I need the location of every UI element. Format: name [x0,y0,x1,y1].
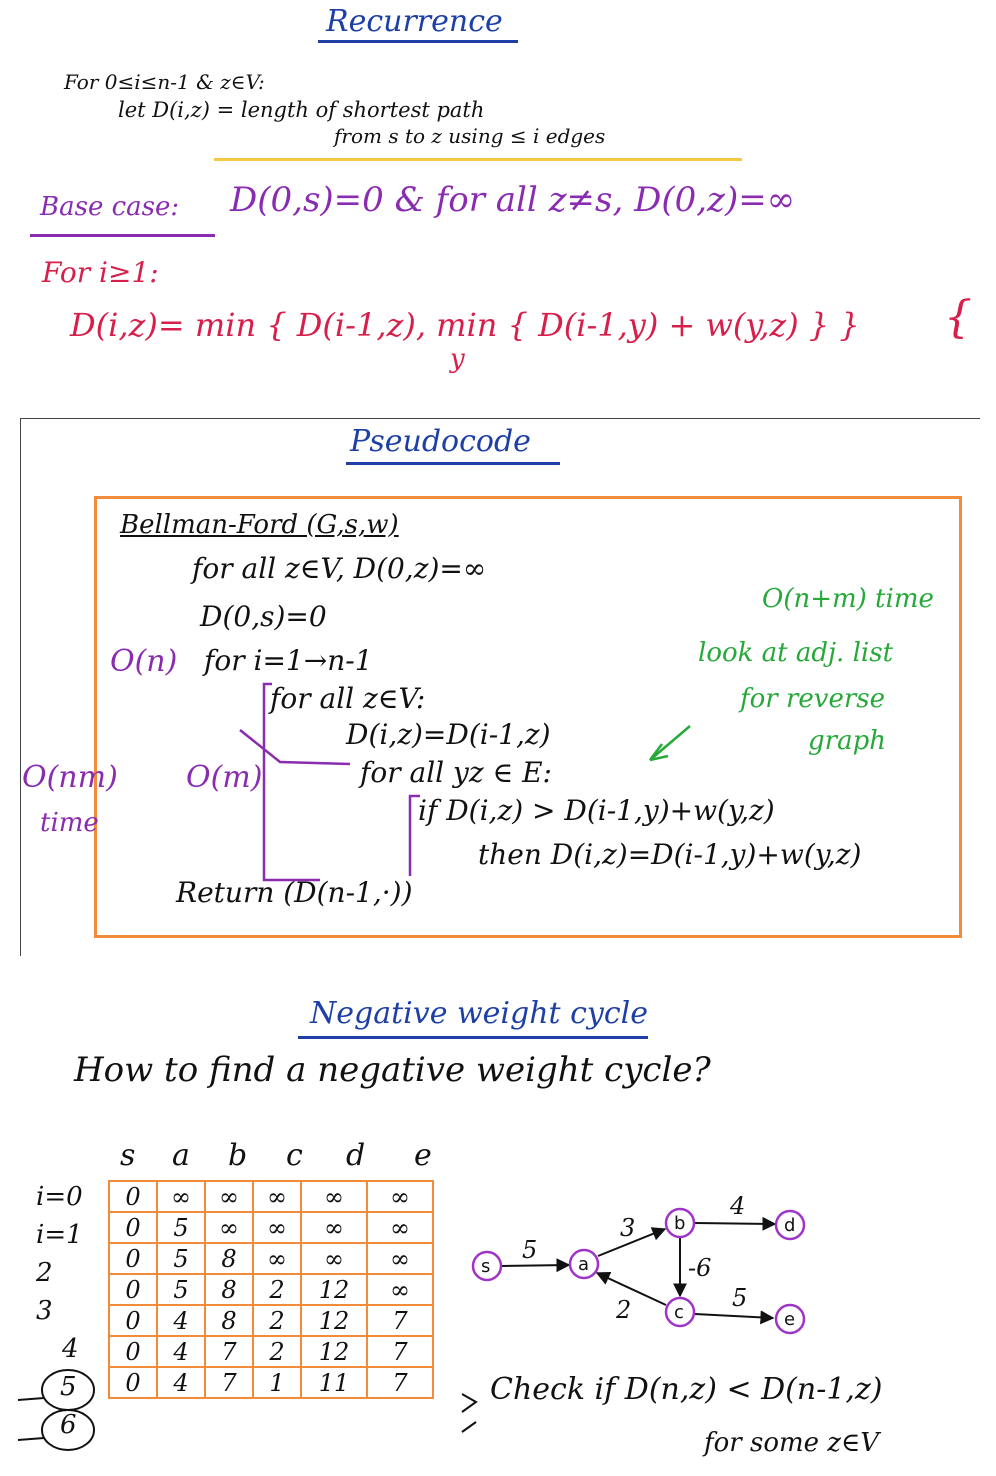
table-cell: 7 [205,1336,253,1367]
table-cell: 7 [367,1305,433,1336]
recurrence-formula-subscript: y [450,344,465,374]
table-cell: ∞ [367,1243,433,1274]
svg-text:c: c [674,1302,684,1323]
row-head-5: 5 [60,1372,77,1402]
row-head-3: 3 [36,1296,53,1326]
table-cell: 2 [253,1274,301,1305]
graph-node-b [666,1209,694,1237]
recurrence-line2: let D(i,z) = length of shortest path [118,98,485,122]
table-cell: 0 [109,1181,157,1212]
svg-text:e: e [784,1309,796,1330]
svg-text:a: a [578,1254,590,1275]
table-cell: 0 [109,1336,157,1367]
pseudocode-line-5: for all z∈V: [270,682,426,715]
time-annotation: time [40,808,99,838]
edge-weight-c-e: 5 [732,1284,748,1312]
table-cell: 7 [367,1336,433,1367]
row-head-0: i=0 [36,1182,83,1212]
col-head-d: d [346,1138,366,1173]
table-cell: 4 [157,1367,205,1398]
graph-node-c [666,1298,694,1326]
table-cell: ∞ [205,1181,253,1212]
col-head-a: a [172,1138,190,1173]
onm-annotation: O(nm) [22,760,118,795]
col-head-s: s [120,1138,136,1173]
pseudocode-line-3: D(0,s)=0 [200,600,327,633]
green-note-3: for reverse [740,684,886,714]
recurrence-line3: from s to z using ≤ i edges [334,124,606,148]
pseudocode-line-2: for all z∈V, D(0,z)=∞ [192,552,487,585]
green-note-2: look at adj. list [698,638,894,668]
edge-weight-s-a: 5 [522,1236,538,1264]
table-cell: ∞ [253,1243,301,1274]
green-note-1: O(n+m) time [762,584,934,614]
table-cell: 11 [301,1367,367,1398]
for-i-label: For i≥1: [42,256,159,289]
row-head-6: 6 [60,1410,77,1440]
table-cell: ∞ [205,1212,253,1243]
col-head-c: c [286,1138,303,1173]
row-head-4: 4 [62,1334,79,1364]
pseudocode-line-4: for i=1→n-1 [204,644,373,677]
pseudocode-line-7: for all yz ∈ E: [360,756,552,789]
table-cell: 0 [109,1274,157,1305]
table-cell: ∞ [367,1274,433,1305]
green-note-4: graph [808,726,886,756]
graph-node-d [776,1211,804,1239]
table-cell: 7 [205,1367,253,1398]
row-head-2: 2 [36,1258,53,1288]
base-case-label: Base case: [40,192,180,222]
table-cell: ∞ [367,1212,433,1243]
table-cell: ∞ [367,1181,433,1212]
graph-node-s [473,1252,501,1280]
om-annotation: O(m) [186,760,263,795]
row-head-1: i=1 [36,1220,83,1250]
table-cell: 2 [253,1305,301,1336]
pseudocode-title: Pseudocode [350,424,531,459]
table-cell: 7 [367,1367,433,1398]
edge-c-e [695,1314,773,1318]
negative-question: How to find a negative weight cycle? [74,1050,711,1090]
table-cell: 5 [157,1243,205,1274]
table-cell: ∞ [157,1181,205,1212]
recurrence-title: Recurrence [326,4,503,39]
on-annotation: O(n) [110,644,178,679]
edge-weight-a-b: 3 [620,1214,636,1242]
table-cell: 0 [109,1243,157,1274]
table-cell: 1 [253,1367,301,1398]
table-cell: 5 [157,1274,205,1305]
table-cell: 0 [109,1212,157,1243]
table-cell: ∞ [301,1243,367,1274]
edge-weight-b-c: -6 [688,1254,712,1282]
col-head-b: b [228,1138,248,1173]
table-cell: ∞ [253,1181,301,1212]
table-cell: 0 [109,1305,157,1336]
check-text: Check if D(n,z) < D(n-1,z) [490,1372,883,1407]
recurrence-line1: For 0≤i≤n-1 & z∈V: [64,70,265,94]
edge-weight-c-a: 2 [616,1296,632,1324]
pseudocode-line-9: then D(i,z)=D(i-1,y)+w(y,z) [478,838,862,871]
table-cell: ∞ [301,1181,367,1212]
edge-c-a [597,1273,666,1305]
table-cell: ∞ [301,1212,367,1243]
stray-brace: { [944,292,972,343]
table-cell: 12 [301,1274,367,1305]
svg-text:d: d [784,1215,796,1236]
table-cell: 5 [157,1212,205,1243]
pseudocode-line-8: if D(i,z) > D(i-1,y)+w(y,z) [418,794,775,827]
edge-weight-b-d: 4 [730,1192,746,1220]
table-cell: 4 [157,1336,205,1367]
table-cell: 0 [109,1367,157,1398]
edge-s-a [501,1265,569,1266]
graph-node-a [570,1250,598,1278]
edge-b-d [695,1223,775,1224]
table-cell: 2 [253,1336,301,1367]
pseudocode-line-6: D(i,z)=D(i-1,z) [346,718,551,751]
table-cell: 12 [301,1305,367,1336]
negative-title: Negative weight cycle [310,996,649,1031]
svg-text:b: b [674,1213,686,1234]
table-cell: ∞ [253,1212,301,1243]
table-cell: 8 [205,1243,253,1274]
pseudocode-line-1: Bellman-Ford (G,s,w) [120,510,399,540]
table-cell: 8 [205,1305,253,1336]
graph-node-e [776,1305,804,1333]
recurrence-formula: D(i,z)= min { D(i-1,z), min { D(i-1,y) + w(y,z) } } [70,306,860,344]
table-cell: 4 [157,1305,205,1336]
base-case-formula: D(0,s)=0 & for all z≠s, D(0,z)=∞ [230,180,796,220]
table-cell: 8 [205,1274,253,1305]
table-cell: 12 [301,1336,367,1367]
svg-text:s: s [481,1256,491,1277]
check-text-2: for some z∈V [704,1428,879,1458]
col-head-e: e [414,1138,432,1173]
pseudocode-line-10: Return (D(n-1,·)) [176,876,413,909]
